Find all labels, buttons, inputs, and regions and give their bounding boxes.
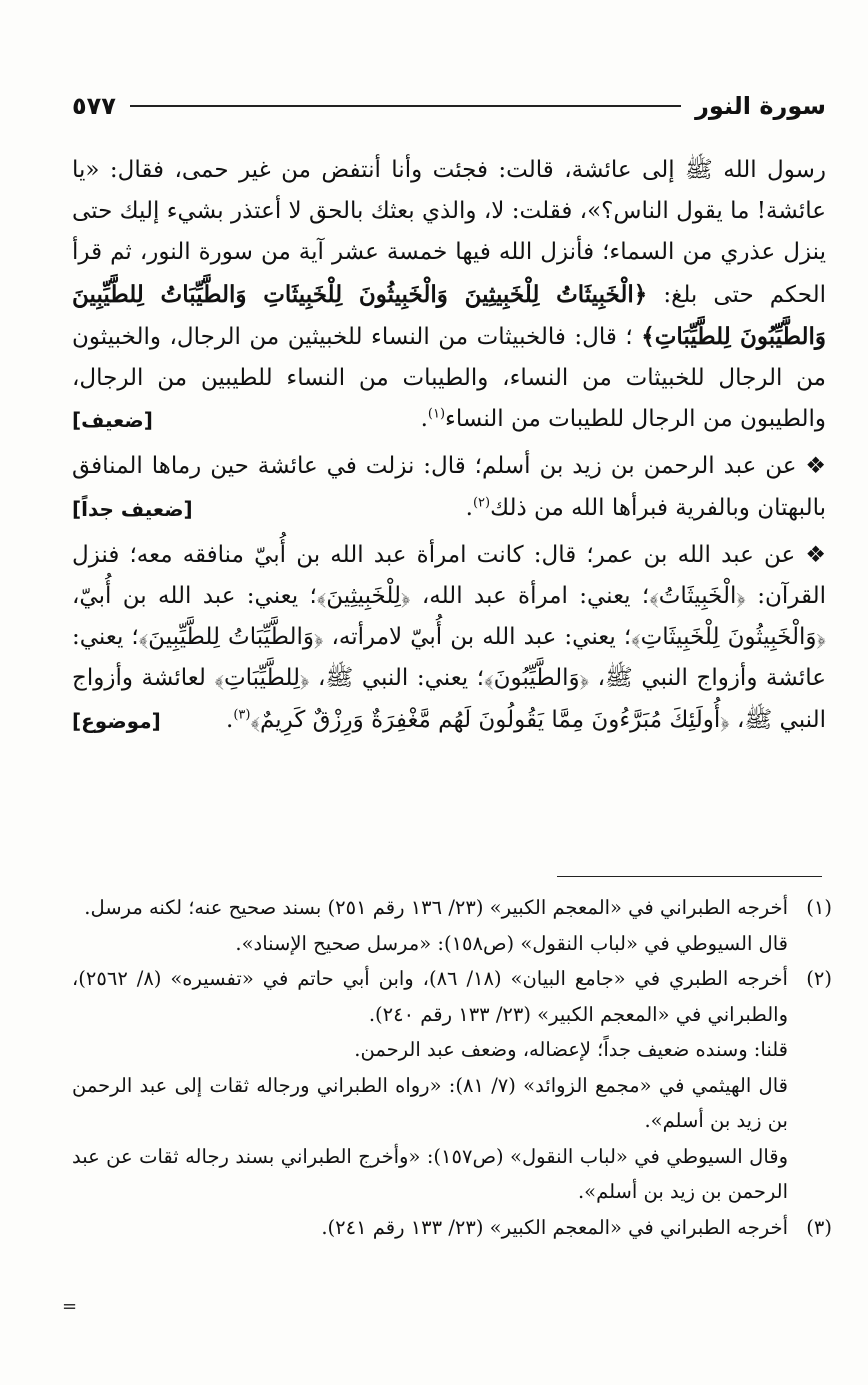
footnotes (72, 890, 832, 1245)
footnote-number: (٢) (806, 967, 832, 990)
footnote-3 (72, 1210, 832, 1246)
main-text (72, 150, 826, 747)
page-number: ٥٧٧ (72, 92, 116, 120)
footnote-body (72, 890, 788, 961)
grade-label: [ضعيف] (72, 408, 153, 433)
footnote-body (72, 1210, 788, 1246)
paragraph-text: ❖ عن عبد الله بن عمر؛ قال: كانت امرأة عبد الله بن أُبيّ منافقه معه؛ فنزل القرآن: ﴿الْخَبِيثَاتُ﴾؛ يعني: امرأة عبد الله، ﴿لِلْخَبِيثِينَ﴾؛ يعني: عبد الله بن أُبيّ، ﴿وَالْخَبِيثُونَ لِلْخَبِيثَاتِ﴾؛ يعني: عبد الله بن أُبيّ لامرأته، ﴿وَالطَّيِّبَاتُ لِلطَّيِّبِينَ﴾؛ يعني: عائشة وأزواج النبي ﷺ، ﴿وَالطَّيِّبُونَ﴾؛ يعني: النبي ﷺ، ﴿لِلطَّيِّبَاتِ﴾ لعائشة وأزواج النبي ﷺ، ﴿أُولَئِكَ مُبَرَّءُونَ مِمَّا يَقُولُونَ لَهُم مَّغْفِرَةٌ وَرِزْقٌ كَرِيمٌ﴾ (72, 541, 826, 733)
footnote-line: قلنا: وسنده ضعيف جداً؛ لإعضاله، وضعف عبد الرحمن. (354, 1038, 788, 1061)
footnote-line: أخرجه الطبراني في «المعجم الكبير» (٢٣/ ١٣٣ رقم ٢٤١). (321, 1215, 788, 1239)
footnote-body (72, 961, 788, 1210)
paragraph-1: رسول الله ﷺ إلى عائشة، قالت: فجئت وأنا أنتفض من غير حمى، فقال: «يا عائشة! ما يقول الناس؟»، فقلت: لا، والذي بعثك بالحق لا أعتذر بشيء إليك حتى ينزل عذري من السماء؛ فأنزل الله فيها خمسة عشر آية من سورة النور، ثم قرأ الحكم حتى بلغ: ﴿الْخَبِيثَاتُ لِلْخَبِيثِينَ وَالْخَبِيثُونَ لِلْخَبِيثَاتِ وَالطَّيِّبَاتُ لِلطَّيِّبِينَ وَالطَّيِّبُونَ لِلطَّيِّبَاتِ﴾ ؛ قال: فالخبيثات من النساء للخبيثين من الرجال، والخبيثون من الرجال للخبيثات من النساء، والطيبات من النساء للطيبين من الرجال، والطيبون من الرجال للطيبات من النساء$^{(١)}$. [ضعيف] (72, 150, 826, 440)
footnote-2 (72, 961, 832, 1210)
page-header (72, 86, 826, 126)
footnote-line: أخرجه الطبراني في «المعجم الكبير» (٢٣/ ١٣٦ رقم ٢٥١) بسند صحيح عنه؛ لكنه مرسل. (84, 896, 788, 919)
footnote-ref: (٣) (233, 706, 251, 722)
margin-mark: = (62, 1296, 78, 1317)
footnote-separator (557, 876, 822, 877)
sura-title: سورة النور (695, 92, 826, 120)
footnote-line: قال الهيثمي في «مجمع الزوائد» (٧/ ٨١): «رواه الطبراني ورجاله ثقات إلى عبد الرحمن بن زيد بن أسلم». (72, 1073, 788, 1132)
paragraph-text-continued: ؛ قال: فالخبيثات من النساء للخبيثين من الرجال، والخبيثون من الرجال للخبيثات من النساء، والطيبات من النساء للطيبين من الرجال، والطيبون من الرجال للطيبات من النساء (72, 323, 826, 433)
footnote-number: (٣) (806, 1215, 832, 1239)
footnote-line: وقال السيوطي في «لباب النقول» (ص١٥٧): «وأخرج الطبراني بسند رجاله ثقات عن عبد الرحمن بن زيد بن أسلم». (72, 1144, 789, 1203)
footnote-1 (72, 890, 832, 961)
footnote-number: (١) (806, 896, 832, 919)
paragraph-2: ❖ عن عبد الرحمن بن زيد بن أسلم؛ قال: نزلت في عائشة حين رماها المنافق بالبهتان وبالفرية فبرأها الله من ذلك$^{(٢)}$. [ضعيف جداً] (72, 446, 826, 528)
footnote-line: أخرجه الطبري في «جامع البيان» (١٨/ ٨٦)، وابن أبي حاتم في «تفسيره» (٨/ ٢٥٦٢)، والطبراني في «المعجم الكبير» (٢٣/ ١٣٣ رقم ٢٤٠). (72, 967, 788, 1026)
quran-verse: ﴿الْخَبِيثَاتُ لِلْخَبِيثِينَ وَالْخَبِيثُونَ لِلْخَبِيثَاتِ وَالطَّيِّبَاتُ لِلطَّيِّبِينَ وَالطَّيِّبُونَ لِلطَّيِّبَاتِ﴾ (72, 280, 826, 350)
header-rule (130, 105, 681, 107)
grade-label: [ضعيف جداً] (72, 496, 193, 521)
footnote-ref: (٢) (472, 494, 491, 510)
grade-label: [موضوع] (72, 708, 161, 733)
paragraph-text: ❖ عن عبد الرحمن بن زيد بن أسلم؛ قال: نزلت في عائشة حين رماها المنافق بالبهتان وبالفرية فبرأها الله من ذلك (72, 453, 826, 521)
paragraph-3: ❖ عن عبد الله بن عمر؛ قال: كانت امرأة عبد الله بن أُبيّ منافقه معه؛ فنزل القرآن: ﴿الْخَبِيثَاتُ﴾؛ يعني: امرأة عبد الله، ﴿لِلْخَبِيثِينَ﴾؛ يعني: عبد الله بن أُبيّ، ﴿وَالْخَبِيثُونَ لِلْخَبِيثَاتِ﴾؛ يعني: عبد الله بن أُبيّ لامرأته، ﴿وَالطَّيِّبَاتُ لِلطَّيِّبِينَ﴾؛ يعني: عائشة وأزواج النبي ﷺ، ﴿وَالطَّيِّبُونَ﴾؛ يعني: النبي ﷺ، ﴿لِلطَّيِّبَاتِ﴾ لعائشة وأزواج النبي ﷺ، ﴿أُولَئِكَ مُبَرَّءُونَ مِمَّا يَقُولُونَ لَهُم مَّغْفِرَةٌ وَرِزْقٌ كَرِيمٌ﴾$^{(٣)}$. [موضوع] (72, 535, 826, 741)
footnote-line: قال السيوطي في «لباب النقول» (ص١٥٨): «مرسل صحيح الإسناد». (235, 931, 788, 955)
footnote-ref: (١) (427, 406, 446, 422)
paragraph-text: رسول الله ﷺ إلى عائشة، قالت: فجئت وأنا أنتفض من غير حمى، فقال: «يا عائشة! ما يقول الناس؟»، فقلت: لا، والذي بعثك بالحق لا أعتذر بشيء إليك حتى ينزل عذري من السماء؛ فأنزل الله فيها خمسة عشر آية من سورة النور، ثم قرأ الحكم حتى بلغ: (72, 157, 827, 308)
